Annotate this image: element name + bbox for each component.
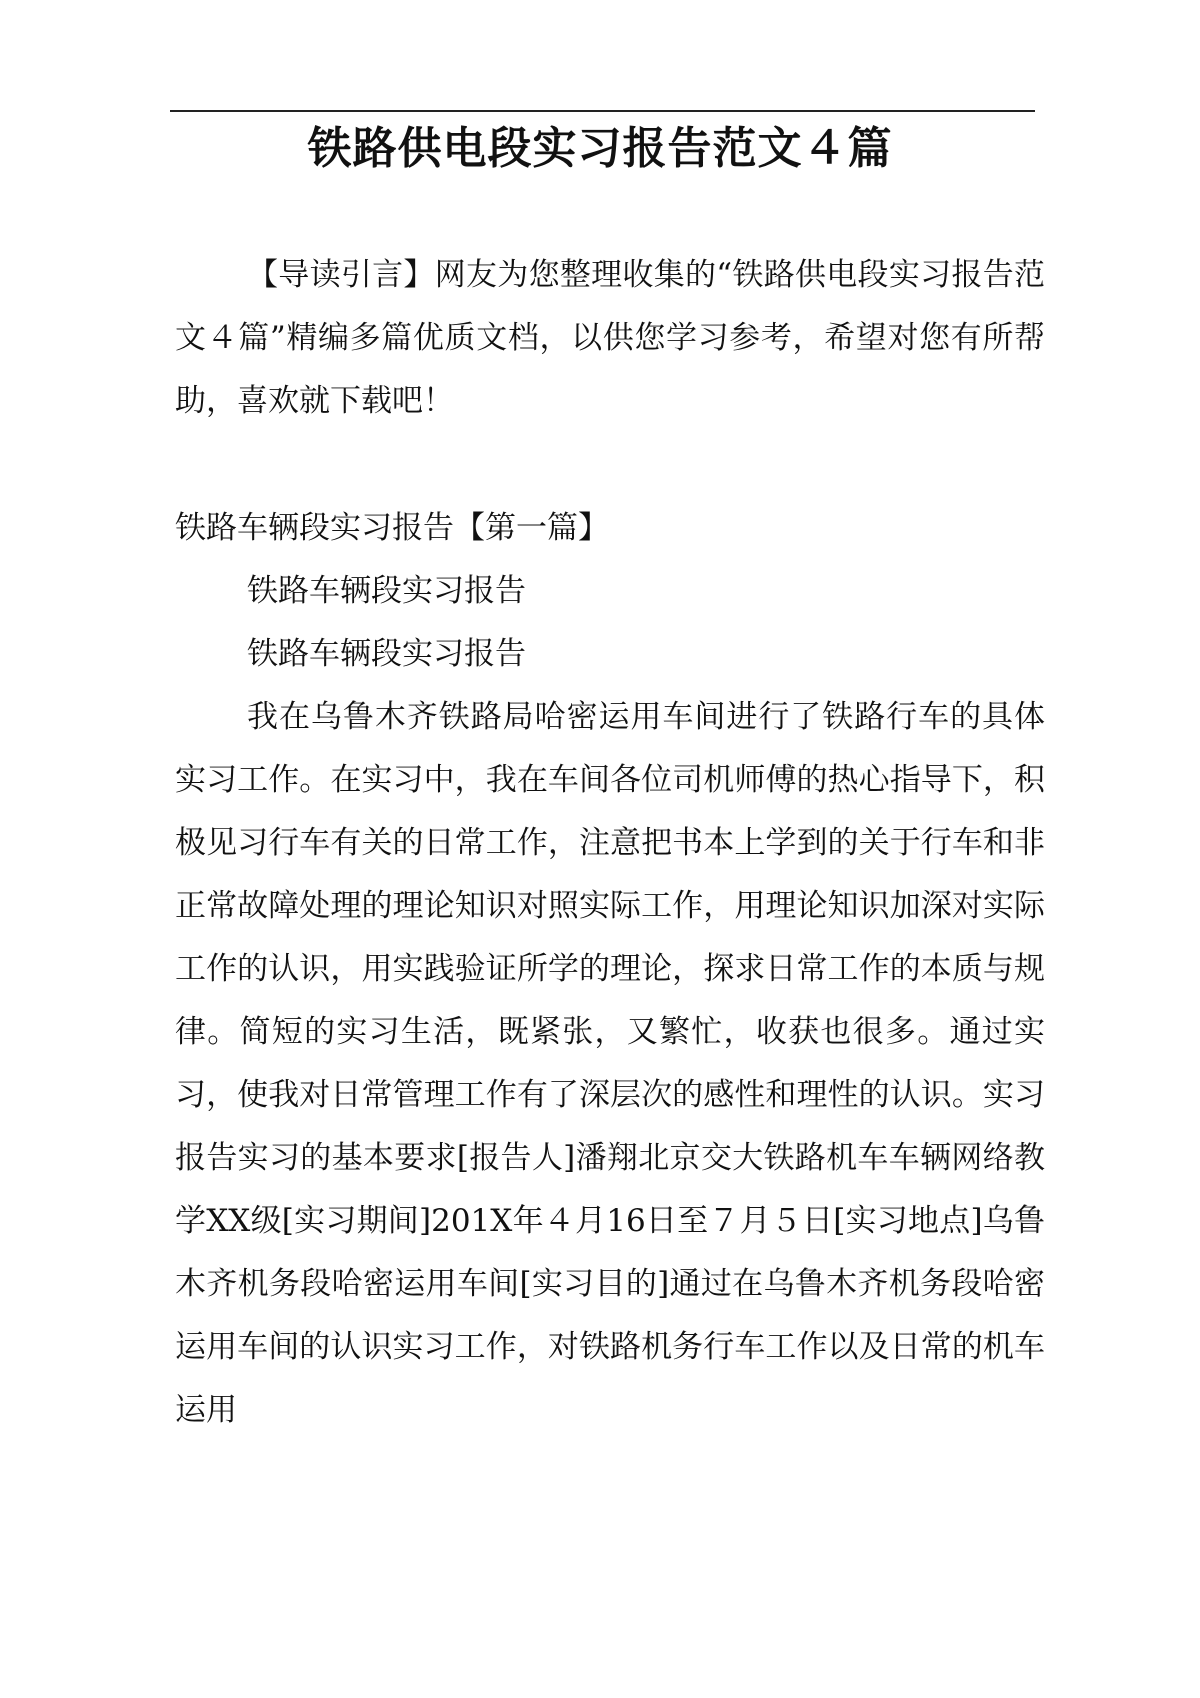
document-body <box>175 244 1045 1442</box>
body-paragraph: 我在乌鲁木齐铁路局哈密运用车间进行了铁路行车的具体实习工作。在实习中，我在车间各位司机师傅的热心指导下，积极见习行车有关的日常工作，注意把书本上学到的关于行车和非正常故障处理的理论知识对照实际工作，用理论知识加深对实际工作的认识，用实践验证所学的理论，探求日常工作的本质与规律。简短的实习生活，既紧张，又繁忙，收获也很多。通过实习，使我对日常管理工作有了深层次的感性和理性的认识。实习报告实习的基本要求[报告人]潘翔北京交大铁路机车车辆网络教学XX级[实习期间]201X年４月16日至７月５日[实习地点]乌鲁木齐机务段哈密运用车间[实习目的]通过在乌鲁木齐机务段哈密运用车间的认识实习工作，对铁路机务行车工作以及日常的机车运用 <box>175 699 1045 1428</box>
document-title: 铁路供电段实习报告范文４篇 <box>307 123 893 174</box>
intro-paragraph: 【导读引言】网友为您整理收集的“铁路供电段实习报告范文４篇”精编多篇优质文档，以供您学习参考，希望对您有所帮助，喜欢就下载吧！ <box>175 257 1045 419</box>
section-heading: 铁路车辆段实习报告【第一篇】 <box>175 510 609 546</box>
header-rule <box>170 110 1035 112</box>
report-subtitle-repeat: 铁路车辆段实习报告 <box>247 636 526 672</box>
report-subtitle: 铁路车辆段实习报告 <box>247 573 526 609</box>
